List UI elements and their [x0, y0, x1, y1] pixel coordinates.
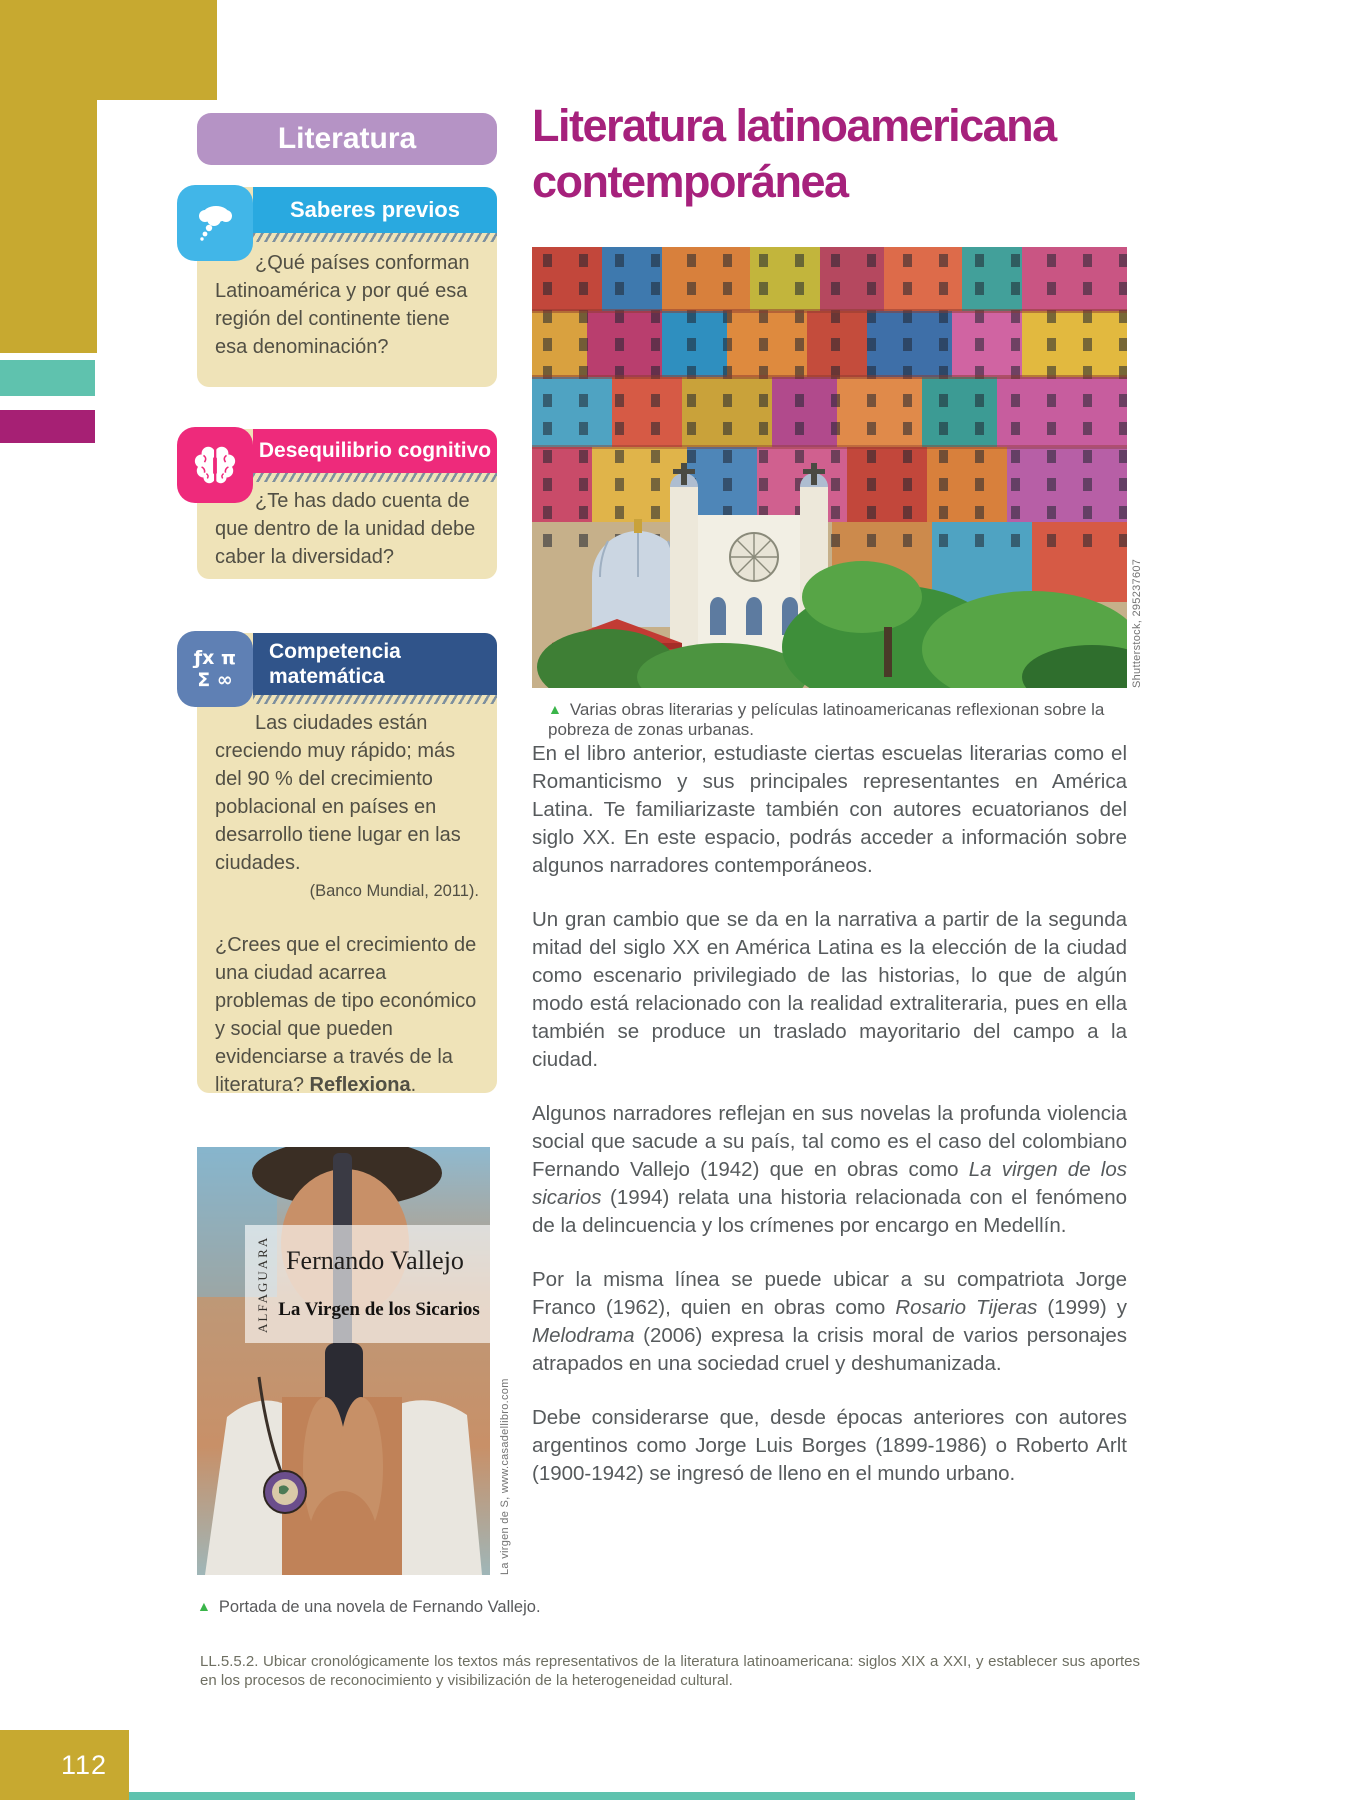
book-caption: ▲ Portada de una novela de Fernando Vallejo. — [197, 1598, 541, 1616]
saberes-hatch-strip — [253, 233, 497, 242]
competencia-source: (Banco Mundial, 2011). — [309, 882, 479, 900]
decor-magenta-bar — [0, 410, 95, 443]
decor-bottom-teal-strip — [129, 1792, 1135, 1800]
body-paragraph: Algunos narradores reflejan en sus novelas la profunda violencia social que sacude a su país, tal como es el caso del colombiano Fernando Vallejo (1942) que en obras como La virgen de los sicarios (1994) relata una historia relacionada con el fenómeno de la delincuencia y los crímenes por encargo en Medellín. — [532, 1102, 1127, 1237]
page-number-block — [0, 1730, 129, 1800]
page-title: Literatura latinoamericana contemporánea — [532, 100, 1056, 207]
desequilibrio-text: ¿Te has dado cuenta de que dentro de la unidad debe caber la diversidad? — [215, 490, 476, 568]
math-symbols-icon: Σ ∞ — [197, 669, 233, 691]
body-paragraph: Un gran cambio que se da en la narrativa a partir de la segunda mitad del siglo XX en América Latina es la elección de la ciudad como escenario privilegiado de las historias, lo que de algún modo está relacionado con la realidad extraliteraria, pues en ella también se produce un traslado mayoritario del campo a la ciudad. — [532, 908, 1127, 1071]
saberes-previos-label: Saberes previos — [290, 197, 460, 222]
body-paragraph: Por la misma línea se puede ubicar a su compatriota Jorge Franco (1962), quien en obras como Rosario Tijeras (1999) y Melodrama (2006) expresa la crisis moral de varios personajes atrapados en una sociedad cruel y deshumanizada. — [532, 1268, 1127, 1375]
book-photo-credit: La virgen de S, www.casadellibro.com — [499, 1378, 511, 1575]
section-banner-label: Literatura — [277, 122, 417, 155]
photo-caption: ▲ Varias obras literarias y películas latinoamericanas reflexionan sobre la pobreza de zonas urbanas. — [548, 700, 1105, 739]
desequilibrio-hatch-strip — [253, 473, 497, 482]
decor-teal-bar — [0, 360, 95, 396]
saberes-icon-tile — [177, 185, 253, 261]
competencia-hatch-strip — [253, 695, 497, 704]
curriculum-standard-footer: LL.5.5.2. Ubicar cronológicamente los textos más representativos de la literatura latinoamericana: siglos XIX a XXI, y establecer sus aportes en los procesos de reconocimiento y visibilización de la heterogeneidad cultural. — [200, 1653, 1140, 1689]
competencia-icon-tile — [177, 631, 253, 707]
favela-photo — [532, 247, 1127, 688]
brain-icon — [192, 442, 238, 488]
competencia-text: Las ciudades están creciendo muy rápido; más del 90 % del crecimiento poblacional en países en desarrollo tiene lugar en las ciudades. — [215, 712, 461, 874]
book-cover-image — [197, 1147, 490, 1575]
desequilibrio-label: Desequilibrio cognitivo — [258, 439, 492, 462]
book-author: Fernando Vallejo — [286, 1246, 464, 1275]
math-symbols-icon: ƒx π — [193, 647, 237, 669]
saberes-previos-text: ¿Qué países conforman Latinoamérica y por qué esa región del continente tiene esa denominación? — [215, 252, 470, 358]
body-text — [532, 740, 1127, 1514]
competencia-label: Competencia matemática — [269, 640, 401, 688]
desequilibrio-banner — [253, 429, 497, 473]
book-cover-illustration — [197, 1147, 490, 1575]
saberes-previos-banner — [253, 187, 497, 233]
body-paragraph: En el libro anterior, estudiaste ciertas escuelas literarias como el Romanticismo y sus principales representantes en América Latina. Te familiarizaste también con autores ecuatorianos del siglo XX. En este espacio, podrás acceder a información sobre algunos narradores contemporáneos. — [532, 742, 1127, 877]
body-paragraph: Debe considerarse que, desde épocas anteriores con autores argentinos como Jorge Luis Borges (1899-1986) o Roberto Arlt (1900-1942) se ingresó de lleno en el mundo urbano. — [532, 1406, 1127, 1485]
spacer — [215, 905, 479, 931]
caption-triangle-icon: ▲ — [197, 1598, 211, 1614]
competencia-banner — [253, 633, 497, 695]
desequilibrio-icon-tile — [177, 427, 253, 503]
section-banner-literatura — [197, 113, 497, 165]
book-publisher: ALFAGUARA — [255, 1235, 270, 1333]
page-number: 112 — [60, 1749, 107, 1780]
competencia-question: ¿Crees que el crecimiento de una ciudad acarrea problemas de tipo económico y social que pueden evidenciarse a través de la literatura? Reflexiona. — [215, 934, 477, 1096]
decor-mustard-left-column — [0, 0, 97, 353]
photo-credit: Shutterstock, 295237607 — [1131, 558, 1143, 688]
thought-cloud-icon — [192, 200, 238, 246]
book-title: La Virgen de los Sicarios — [278, 1299, 480, 1320]
caption-triangle-icon: ▲ — [548, 701, 562, 717]
favela-photo-illustration — [532, 247, 1127, 688]
